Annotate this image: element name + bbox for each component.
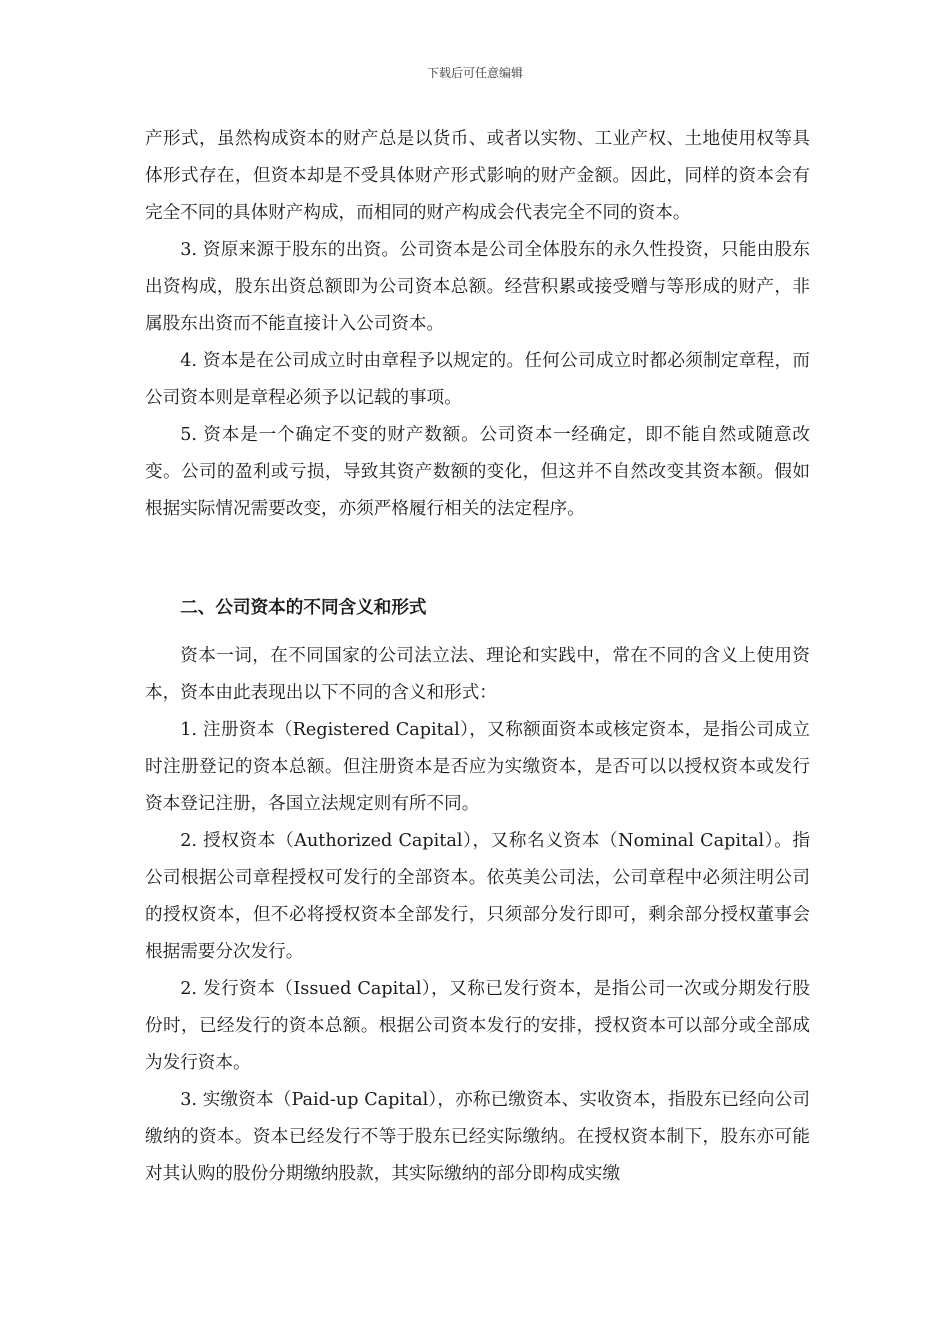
paragraph-issued-capital: 2. 发行资本（Issued Capital），又称已发行资本，是指公司一次或分期发行股份时，已经发行的资本总额。根据公司资本发行的安排，授权资本可以部分或全部成为发行资本。 [145,979,810,1073]
paragraph-item-3: 3. 资原来源于股东的出资。公司资本是公司全体股东的永久性投资，只能由股东出资构成，股东出资总额即为公司资本总额。经营积累或接受赠与等形成的财产，非属股东出资而不能直接计入公司资本。 [145,240,810,334]
section-heading: 二、公司资本的不同含义和形式 [180,598,427,618]
paragraph-registered-capital: 1. 注册资本（Registered Capital），又称额面资本或核定资本，是指公司成立时注册登记的资本总额。但注册资本是否应为实缴资本，是否可以以授权资本或发行资本登记注册，各国立法规定则有所不同。 [145,720,810,814]
paragraph-authorized-capital: 2. 授权资本（Authorized Capital），又称名义资本（Nominal Capital）。指公司根据公司章程授权可发行的全部资本。依英美公司法，公司章程中必须注明公司的授权资本，但不必将授权资本全部发行，只须部分发行即可，剩余部分授权董事会根据需要分次发行。 [145,831,810,962]
paragraph-paid-up-capital: 3. 实缴资本（Paid-up Capital），亦称已缴资本、实收资本，指股东已经向公司缴纳的资本。资本已经发行不等于股东已经实际缴纳。在授权资本制下，股东亦可能对其认购的股份分期缴纳股款，其实际缴纳的部分即构成实缴 [145,1090,810,1184]
page-header: 下载后可任意编辑 [426,66,523,80]
paragraph-intro: 资本一词，在不同国家的公司法立法、理论和实践中，常在不同的含义上使用资本，资本由此表现出以下不同的含义和形式： [145,646,810,703]
paragraph-continuation: 产形式，虽然构成资本的财产总是以货币、或者以实物、工业产权、土地使用权等具体形式存在，但资本却是不受具体财产形式影响的财产金额。因此，同样的资本会有完全不同的具体财产构成，而相同的财产构成会代表完全不同的资本。 [145,129,810,223]
document-body [145,121,810,1193]
paragraph-item-5: 5. 资本是一个确定不变的财产数额。公司资本一经确定，即不能自然或随意改变。公司的盈利或亏损，导致其资产数额的变化，但这并不自然改变其资本额。假如根据实际情况需要改变，亦须严格履行相关的法定程序。 [145,425,810,519]
paragraph-item-4: 4. 资本是在公司成立时由章程予以规定的。任何公司成立时都必须制定章程，而公司资本则是章程必须予以记载的事项。 [145,351,810,408]
